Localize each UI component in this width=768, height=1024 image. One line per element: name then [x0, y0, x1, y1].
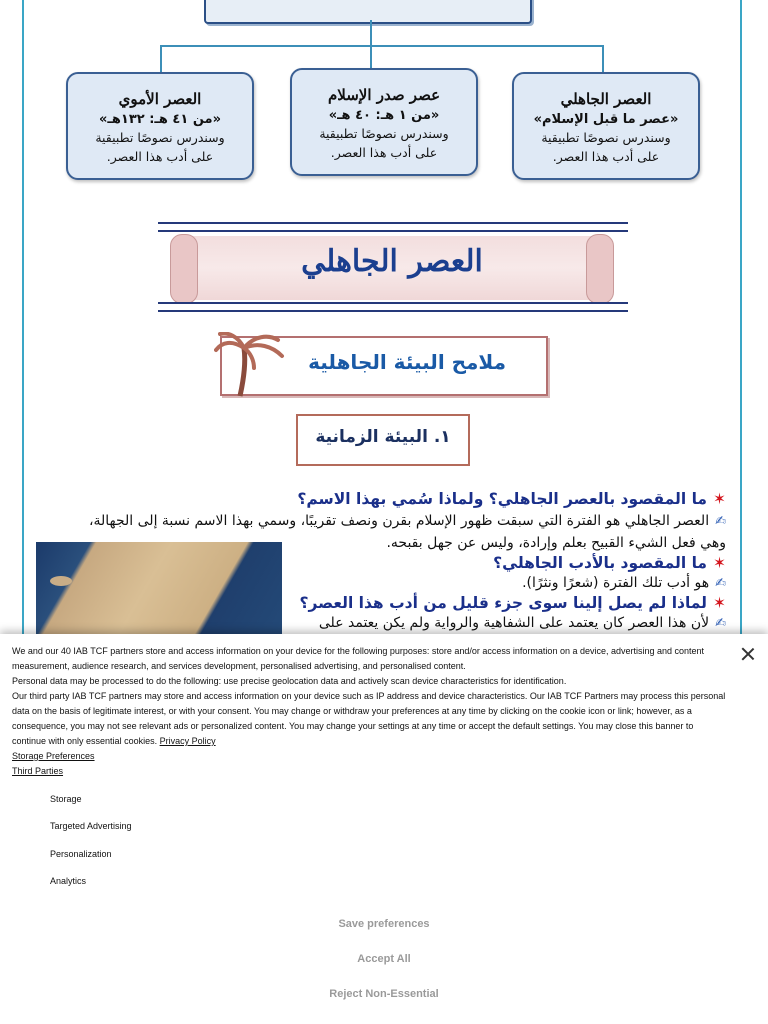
subsection-title-frame	[296, 414, 470, 466]
era-desc: على أدب هذا العصر.	[552, 149, 660, 164]
answer-1-continued	[294, 532, 726, 554]
section-title-frame	[220, 336, 548, 396]
question-text: ما المقصود بالعصر الجاهلي؟ ولماذا سُمي بهذا الاسم؟	[297, 490, 707, 508]
tree-connector	[602, 45, 604, 73]
era-desc: وسندرس نصوصًا تطبيقية	[541, 130, 671, 145]
answer-2	[294, 572, 726, 595]
purpose-targeted-advertising[interactable]: Targeted Advertising	[50, 821, 132, 831]
question-text: لماذا لم يصل إلينا سوى جزء قليل من أدب هذا العصر؟	[299, 594, 707, 612]
era-title: العصر الأموي	[118, 90, 202, 108]
purpose-personalization[interactable]: Personalization	[50, 849, 112, 859]
close-icon[interactable]	[740, 646, 756, 662]
region-map-image	[36, 542, 282, 640]
era-dates: «عصر ما قبل الإسلام»	[533, 112, 679, 127]
document-page	[22, 0, 742, 640]
main-title-banner	[174, 236, 610, 300]
answer-1	[38, 510, 726, 533]
purpose-storage[interactable]: Storage	[50, 794, 82, 804]
question-3	[299, 594, 726, 612]
answer-text: لأن هذا العصر كان يعتمد على الشفاهية والرواية ولم يكن يعتمد على	[318, 615, 710, 631]
consent-paragraph: We and our 40 IAB TCF partners store and access information on your device for the following purposes: store and/or access information on a device, advertising and content measurement, audience research, and services development, personalised advertising, and personalised content.	[12, 646, 705, 671]
question-1	[297, 490, 726, 508]
tree-connector	[370, 45, 372, 69]
era-box-pre-islamic	[512, 72, 700, 180]
era-box-umayyad	[66, 72, 254, 180]
answer-text: العصر الجاهلي هو الفترة التي سبقت ظهور الإسلام بقرن ونصف تقريبًا، وسمي بهذا الاسم نسبة إلى الجهالة،	[88, 513, 710, 529]
pen-icon: ✍	[715, 576, 726, 591]
subsection-title: ١. البيئة الزمانية	[315, 427, 451, 447]
section-title: ملامح البيئة الجاهلية	[308, 350, 506, 374]
answer-text: هو أدب تلك الفترة (شعرًا ونثرًا).	[522, 575, 710, 591]
question-2	[493, 554, 726, 572]
tree-connector	[160, 45, 162, 73]
consent-paragraph-text: Our third party IAB TCF partners may store and access information on your device such as IP address and device characteristics. Our IAB TCF Partners may process this personal data on the basis of legitimate interest, or with your consent. You may change or withdraw your preferences at any time by clicking on the cookie icon or link; however, as a consequence, you may not see relevant ads or personalized content. You may change your settings at any time or accept the default settings. You may close this banner to continue with only essential cookies.	[12, 691, 726, 746]
consent-text	[12, 644, 728, 779]
era-desc: على أدب هذا العصر.	[106, 149, 214, 164]
palm-tree-icon	[214, 332, 294, 398]
reject-non-essential-button[interactable]: Reject Non-Essential	[329, 988, 439, 1000]
era-desc: وسندرس نصوصًا تطبيقية	[319, 126, 449, 141]
divider-rule	[158, 222, 628, 232]
era-box-early-islam	[290, 68, 478, 176]
red-star-icon: ✶	[713, 490, 726, 508]
question-text: ما المقصود بالأدب الجاهلي؟	[493, 554, 707, 572]
era-dates: «من ١ هـ: ٤٠ هـ»	[328, 108, 440, 123]
answer-3	[294, 612, 726, 635]
answer-text: وهي فعل الشيء القبيح بعلم وإرادة، وليس عن جهل بقبحه.	[386, 535, 726, 551]
red-star-icon: ✶	[713, 554, 726, 572]
storage-preferences-link[interactable]: Storage Preferences	[12, 751, 95, 761]
consent-paragraph: Personal data may be processed to do the following: use precise geolocation data and actively scan device characteristics for identification.	[12, 676, 567, 686]
map-island	[50, 576, 72, 586]
divider-rule	[158, 302, 628, 312]
purpose-analytics[interactable]: Analytics	[50, 876, 87, 886]
tree-connector	[370, 20, 372, 46]
era-desc: على أدب هذا العصر.	[330, 145, 438, 160]
third-parties-link[interactable]: Third Parties	[12, 766, 64, 776]
era-desc: وسندرس نصوصًا تطبيقية	[95, 130, 225, 145]
pen-icon: ✍	[715, 616, 726, 631]
red-star-icon: ✶	[713, 594, 726, 612]
era-dates: «من ٤١ هـ: ١٣٢هـ»	[99, 112, 221, 127]
tree-connector	[160, 45, 604, 47]
era-title: العصر الجاهلي	[560, 90, 652, 108]
main-title: العصر الجاهلي	[301, 244, 483, 279]
pen-icon: ✍	[715, 514, 726, 529]
save-preferences-button[interactable]: Save preferences	[338, 918, 430, 930]
accept-all-button[interactable]: Accept All	[357, 953, 411, 965]
consent-paragraph	[12, 689, 728, 749]
cookie-consent-banner	[0, 634, 768, 1024]
era-title: عصر صدر الإسلام	[327, 86, 441, 104]
privacy-policy-link[interactable]: Privacy Policy	[159, 736, 216, 746]
top-banner	[204, 0, 532, 24]
